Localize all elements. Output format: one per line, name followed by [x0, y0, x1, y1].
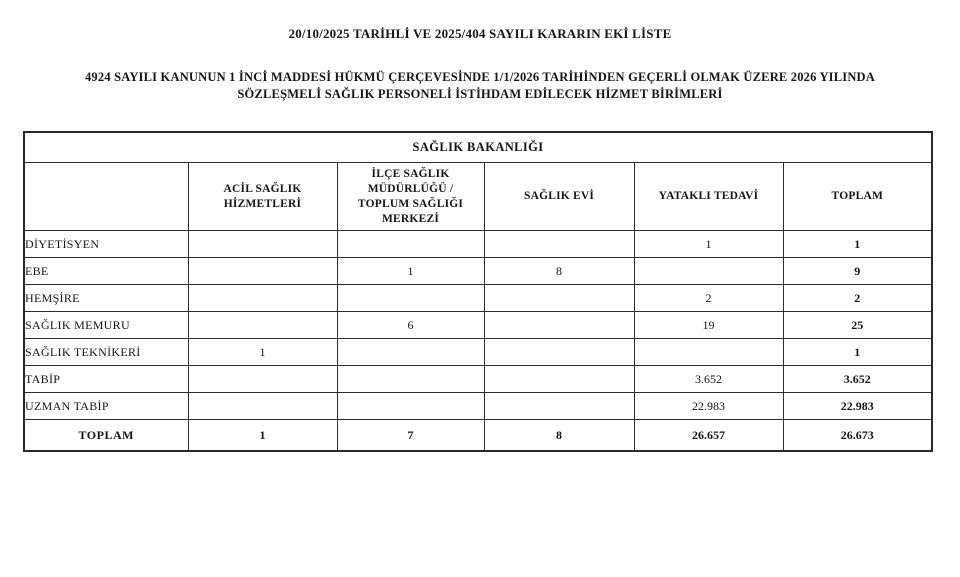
document-subtitle-line1: 4924 SAYILI KANUNUN 1 İNCİ MADDESİ HÜKMÜ ÇERÇEVESİNDE 1/1/2026 TARİHİNDEN GEÇERLİ OLMAK ÜZERE 2026 YILINDA: [84, 70, 876, 84]
cell-ilce: [337, 339, 484, 366]
cell-yatakli: [634, 339, 783, 366]
row-label: TABİP: [24, 366, 188, 393]
cell-ilce: [337, 231, 484, 258]
cell-acil: [188, 285, 337, 312]
total-cell-saglik-evi: 8: [484, 420, 634, 452]
cell-ilce: 1: [337, 258, 484, 285]
cell-saglik-evi: [484, 231, 634, 258]
table-row-tabip: [24, 366, 932, 393]
cell-toplam: 1: [783, 339, 932, 366]
cell-toplam: 22.983: [783, 393, 932, 420]
cell-yatakli: 19: [634, 312, 783, 339]
cell-saglik-evi: [484, 285, 634, 312]
table-row-diyetisyen: [24, 231, 932, 258]
table-row-saglik-teknikeri: [24, 339, 932, 366]
cell-saglik-evi: [484, 312, 634, 339]
cell-saglik-evi: [484, 393, 634, 420]
cell-yatakli: 22.983: [634, 393, 783, 420]
cell-acil: [188, 312, 337, 339]
row-label: EBE: [24, 258, 188, 285]
cell-ilce: 6: [337, 312, 484, 339]
column-header-ilce: İLÇE SAĞLIK MÜDÜRLÜĞÜ / TOPLUM SAĞLIĞI MERKEZİ: [337, 163, 484, 231]
cell-acil: [188, 258, 337, 285]
cell-ilce: [337, 366, 484, 393]
column-header-toplam: TOPLAM: [783, 163, 932, 231]
total-cell-toplam: 26.673: [783, 420, 932, 452]
document-title: 20/10/2025 TARİHLİ VE 2025/404 SAYILI KARARIN EKİ LİSTE: [288, 26, 672, 41]
cell-toplam: 1: [783, 231, 932, 258]
cell-toplam: 9: [783, 258, 932, 285]
column-header-acil: ACİL SAĞLIK HİZMETLERİ: [188, 163, 337, 231]
document-subtitle-line2: SÖZLEŞMELİ SAĞLIK PERSONELİ İSTİHDAM EDİLECEK HİZMET BİRİMLERİ: [237, 87, 723, 101]
cell-acil: [188, 231, 337, 258]
cell-ilce: [337, 285, 484, 312]
cell-yatakli: 2: [634, 285, 783, 312]
cell-ilce: [337, 393, 484, 420]
total-cell-acil: 1: [188, 420, 337, 452]
table-total-row: [24, 420, 932, 452]
cell-toplam: 25: [783, 312, 932, 339]
cell-toplam: 3.652: [783, 366, 932, 393]
cell-saglik-evi: [484, 339, 634, 366]
cell-acil: [188, 393, 337, 420]
row-label: DİYETİSYEN: [24, 231, 188, 258]
table-row-uzman-tabip: [24, 393, 932, 420]
column-header-row: [24, 163, 932, 231]
document-subtitle: [50, 69, 910, 103]
ministry-header-row: [24, 132, 932, 163]
ministry-header-cell: SAĞLIK BAKANLIĞI: [24, 132, 932, 163]
personnel-table: [23, 131, 933, 452]
row-label: UZMAN TABİP: [24, 393, 188, 420]
cell-saglik-evi: 8: [484, 258, 634, 285]
total-cell-yatakli: 26.657: [634, 420, 783, 452]
row-label: SAĞLIK TEKNİKERİ: [24, 339, 188, 366]
table-row-ebe: [24, 258, 932, 285]
table-row-hemsire: [24, 285, 932, 312]
total-row-label: TOPLAM: [24, 420, 188, 452]
cell-toplam: 2: [783, 285, 932, 312]
row-label: SAĞLIK MEMURU: [24, 312, 188, 339]
cell-yatakli: [634, 258, 783, 285]
column-header-unit: [24, 163, 188, 231]
cell-acil: [188, 366, 337, 393]
total-cell-ilce: 7: [337, 420, 484, 452]
cell-yatakli: 1: [634, 231, 783, 258]
row-label: HEMŞİRE: [24, 285, 188, 312]
column-header-saglik-evi: SAĞLIK EVİ: [484, 163, 634, 231]
cell-yatakli: 3.652: [634, 366, 783, 393]
cell-saglik-evi: [484, 366, 634, 393]
table-row-saglik-memuru: [24, 312, 932, 339]
column-header-yatakli: YATAKLI TEDAVİ: [634, 163, 783, 231]
cell-acil: 1: [188, 339, 337, 366]
